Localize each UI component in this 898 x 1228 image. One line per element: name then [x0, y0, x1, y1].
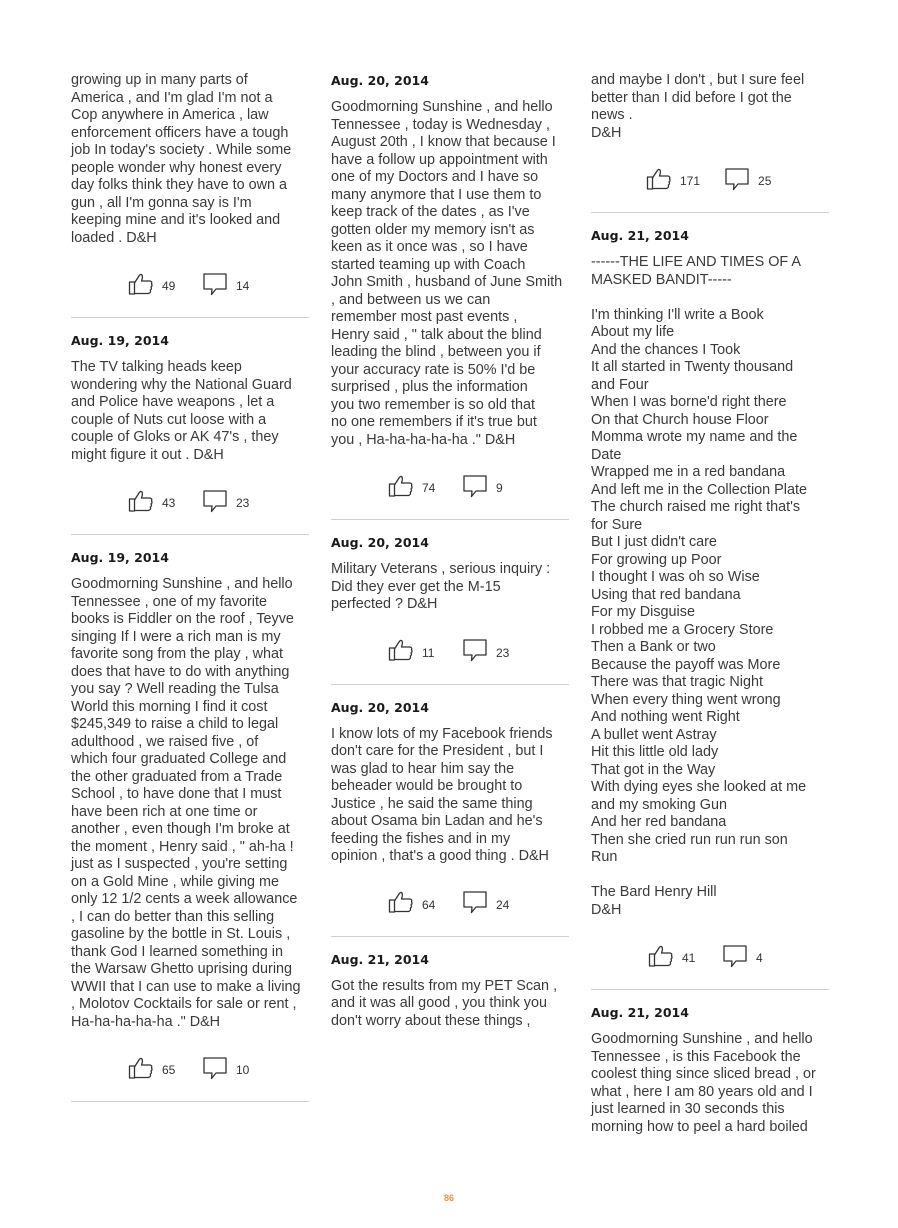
text-line: keen as it once was , so I have [331, 239, 528, 255]
text-line: Then she cried run run run son [591, 831, 788, 848]
text-line: Momma wrote my name and the [591, 429, 798, 445]
text-line: Tennessee , today is Wednesday , [331, 116, 550, 133]
text-line: couple of Gloks or AK 47's , they [71, 429, 279, 445]
like-button[interactable] [646, 167, 700, 196]
text-line: beheader would be brought to [331, 778, 523, 794]
text-line: The TV talking heads keep [71, 359, 242, 375]
text-line: and my smoking Gun [591, 796, 727, 813]
text-line: I robbed me a Grocery Store [591, 621, 774, 638]
like-button[interactable] [128, 489, 178, 518]
like-count: 65 [162, 1063, 176, 1077]
like-count: 171 [679, 174, 701, 188]
post-divider [71, 1101, 309, 1102]
post [591, 227, 829, 990]
text-line: singing If I were a rich man is my [71, 628, 281, 645]
like-button[interactable] [128, 272, 178, 301]
comment-icon[interactable] [462, 474, 488, 503]
text-line: which four graduated College and [71, 751, 287, 767]
text-line: I thought I was oh so Wise [591, 569, 760, 585]
comment-icon[interactable] [722, 944, 748, 973]
comment-button[interactable] [202, 1056, 252, 1085]
post-text [331, 561, 569, 614]
comment-button[interactable] [722, 944, 772, 973]
text-line: But I just didn't care [591, 534, 717, 550]
text-line: I know lots of my Facebook friends [331, 725, 553, 742]
text-line: When I was borne'd right there [591, 394, 787, 410]
like-button[interactable] [388, 890, 438, 919]
page-number: 86 [443, 1193, 454, 1203]
comment-count: 10 [236, 1063, 250, 1077]
thumbs-up-icon[interactable] [646, 167, 672, 196]
text-line: the Warsaw Ghetto uprising during [71, 961, 293, 977]
text-line: $245,349 to raise a child to legal [71, 716, 279, 732]
text-line: you two remember is so old that [331, 396, 535, 413]
post-text [331, 978, 569, 1031]
text-line: thank God I learned something in [71, 943, 283, 960]
like-count: 11 [422, 645, 435, 660]
comment-count: 14 [236, 279, 250, 293]
text-line: keep track of the dates , as I've [331, 204, 530, 220]
text-line: D&H [591, 901, 622, 918]
text-line: The church raised me right that's [591, 499, 801, 515]
post-date: Aug. 21, 2014 [331, 951, 429, 967]
post [331, 534, 569, 685]
text-line: Run [591, 849, 618, 865]
comment-button[interactable] [724, 167, 774, 196]
comment-icon[interactable] [202, 272, 228, 301]
post-stats [331, 476, 569, 500]
text-line: D&H [591, 124, 622, 141]
text-line: remember most past events , [331, 309, 518, 325]
comment-count: 23 [496, 645, 510, 660]
text-line: started teaming up with Coach [331, 256, 526, 273]
comment-icon[interactable] [462, 890, 488, 919]
post-date: Aug. 21, 2014 [591, 228, 689, 243]
post-text [591, 254, 829, 919]
text-line: and it was all good , you think you [331, 995, 547, 1011]
comment-count: 24 [496, 897, 510, 912]
text-line: surprised , plus the information [331, 379, 528, 395]
post-date: Aug. 19, 2014 [71, 550, 169, 565]
column-2 [331, 72, 569, 1030]
text-line: Wrapped me in a red bandana [591, 464, 786, 480]
post-stats [71, 1058, 309, 1082]
text-line: about Osama bin Ladan and he's [331, 813, 543, 829]
text-line: another , even though I'm broke at [71, 821, 290, 837]
text-line: books is Fiddler on the roof , Teyve [71, 611, 294, 627]
text-line: your accuracy rate is 50% I'd be [331, 361, 536, 378]
text-line: Tennessee , one of my favorite [71, 593, 267, 610]
post-stats [331, 893, 569, 917]
text-line: America , and I'm glad I'm not a [71, 89, 273, 106]
text-line: the moment , Henry said , " ah-ha ! [71, 838, 294, 855]
post-date: Aug. 20, 2014 [331, 73, 429, 88]
post-divider [71, 317, 309, 318]
text-line: was glad to hear him say the [331, 760, 515, 777]
post-date: Aug. 21, 2014 [591, 1005, 689, 1020]
like-button[interactable] [648, 944, 698, 973]
text-line: does that have to do with anything [71, 663, 290, 680]
text-line: job In today's society . While some [71, 142, 292, 158]
post-divider [71, 534, 309, 535]
comment-button[interactable] [202, 489, 252, 518]
text-line: have a follow up appointment with [331, 151, 548, 168]
text-line: you say ? Well reading the Tulsa [71, 681, 279, 697]
thumbs-up-icon[interactable] [128, 489, 154, 518]
text-line: gotten older my memory isn't as [331, 221, 535, 238]
text-line: There was that tragic Night [591, 674, 763, 690]
post [591, 1004, 829, 1136]
text-line: Goodmorning Sunshine , and hello [591, 1031, 813, 1047]
comment-icon[interactable] [202, 1056, 228, 1085]
text-line: no one remembers if it's true but [331, 414, 537, 430]
text-line: I'm thinking I'll write a Book [591, 306, 764, 323]
text-line: Henry said , " talk about the blind [331, 326, 542, 343]
text-line: A bullet went Astray [591, 726, 717, 743]
text-line: Tennessee , is this Facebook the [591, 1048, 801, 1065]
post-text [591, 1031, 829, 1136]
text-line: loaded . D&H [71, 229, 157, 246]
post-text [331, 726, 569, 866]
text-line: and Police have weapons , let a [71, 394, 275, 410]
thumbs-up-icon[interactable] [388, 890, 414, 919]
text-line: leading the blind , between you if [331, 344, 541, 360]
text-line: And the chances I Took [591, 341, 741, 358]
text-line: For growing up Poor [591, 551, 722, 568]
text-line: perfected ? D&H [331, 596, 438, 612]
text-line: don't worry about these things , [331, 1012, 531, 1029]
post-text [591, 72, 829, 142]
post [71, 549, 309, 1102]
text-line: gun , all I'm gonna say is I'm [71, 194, 252, 211]
text-line: coolest thing since sliced bread , or [591, 1066, 816, 1082]
post [331, 72, 569, 520]
like-count: 74 [422, 481, 436, 495]
post-divider [331, 936, 569, 937]
text-line: Goodmorning Sunshine , and hello [71, 576, 293, 592]
like-count: 41 [682, 951, 696, 965]
text-line: , Molotov Cocktails for sale or rent , [71, 996, 297, 1012]
comment-count: 9 [496, 481, 503, 495]
column-3 [591, 72, 829, 1136]
text-line [591, 289, 829, 307]
post-date: Aug. 20, 2014 [331, 699, 429, 715]
comment-count: 25 [758, 174, 772, 188]
text-line: Then a Bank or two [591, 639, 716, 655]
text-line: Using that red bandana [591, 586, 741, 603]
text-line: School , to have done that I must [71, 786, 282, 802]
text-line: just as I suspected , you're setting [71, 856, 288, 872]
text-line: August 20th , I know that because I [331, 134, 556, 150]
text-line: On that Church house Floor [591, 411, 769, 428]
text-line: many anymore that I use them to [331, 186, 542, 203]
text-line: ------THE LIFE AND TIMES OF A [591, 254, 802, 270]
text-line: It all started in Twenty thousand [591, 359, 794, 375]
text-line: only 12 1/2 cents a week allowance [71, 891, 298, 907]
text-line: World this morning I find it cost [71, 698, 268, 715]
text-line: what , here I am 80 years old and I [591, 1083, 813, 1100]
like-count: 64 [422, 897, 436, 912]
post-stats [71, 491, 309, 515]
text-line: , I can do better than this selling [71, 908, 275, 925]
text-line: don't care for the President , but I [331, 743, 544, 759]
text-line: news . [591, 107, 633, 123]
text-line: keeping mine and it's looked and [71, 212, 281, 228]
text-line: Did they ever get the M-15 [331, 578, 501, 595]
text-line: Goodmorning Sunshine , and hello [331, 99, 553, 115]
text-line: wondering why the National Guard [71, 376, 292, 393]
text-line [591, 867, 829, 885]
text-line: enforcement officers have a tough [71, 124, 289, 141]
post-date: Aug. 20, 2014 [331, 535, 429, 550]
post-text [331, 99, 569, 449]
text-line: Ha-ha-ha-ha-ha ." D&H [71, 1013, 221, 1030]
post-text [71, 359, 309, 464]
text-line: have been rich at one time or [71, 803, 258, 820]
comment-button[interactable] [202, 272, 252, 301]
thumbs-up-icon[interactable] [128, 1056, 154, 1085]
post [591, 72, 829, 213]
text-line: Military Veterans , serious inquiry : [331, 561, 551, 577]
text-line: one of my Doctors and I have so [331, 169, 539, 185]
like-button[interactable] [128, 1056, 178, 1085]
text-line: opinion , that's a good thing . D&H [331, 848, 549, 864]
comment-icon[interactable] [202, 489, 228, 518]
text-line: might figure it out . D&H [71, 446, 224, 463]
like-button[interactable] [388, 474, 438, 503]
column-1 [71, 72, 309, 1116]
text-line: And left me in the Collection Plate [591, 481, 807, 498]
post-stats [591, 169, 829, 193]
like-count: 43 [162, 496, 176, 510]
post [71, 72, 309, 318]
text-line: Justice , he said the same thing [331, 795, 533, 812]
text-line: When every thing went wrong [591, 691, 781, 708]
post-stats [71, 274, 309, 298]
post-date: Aug. 19, 2014 [71, 333, 169, 348]
post-stats [591, 946, 829, 970]
post [331, 951, 569, 1031]
text-line: and Four [591, 376, 649, 393]
text-line: And her red bandana [591, 814, 727, 830]
text-line: Because the payoff was More [591, 656, 781, 673]
text-line: day folks think they have to own a [71, 177, 287, 193]
text-line: That got in the Way [591, 761, 716, 778]
comment-icon[interactable] [462, 638, 488, 667]
text-line: And nothing went Right [591, 709, 740, 725]
text-line: For my Disguise [591, 604, 695, 620]
text-line: With dying eyes she looked at me [591, 779, 807, 795]
text-line: Date [591, 446, 622, 463]
text-line: growing up in many parts of [71, 72, 248, 88]
text-line: Hit this little old lady [591, 744, 719, 760]
post-divider [331, 519, 569, 520]
thumbs-up-icon[interactable] [388, 474, 414, 503]
text-line: morning how to peel a hard boiled [591, 1118, 808, 1135]
comment-button[interactable] [462, 890, 512, 919]
text-line: the other graduated from a Trade [71, 768, 283, 785]
post-divider [591, 989, 829, 990]
text-line: feeding the fishes and in my [331, 830, 511, 847]
post-text [71, 576, 309, 1031]
text-line: just learned in 30 seconds this [591, 1101, 785, 1117]
text-line: , and between us we can [331, 291, 491, 308]
text-line: gasoline by the bottle in St. Louis , [71, 926, 291, 942]
text-line: Got the results from my PET Scan , [331, 977, 558, 994]
post-divider [331, 684, 569, 685]
text-line: adulthood , we raised five , of [71, 733, 259, 750]
post [71, 332, 309, 535]
post-divider [591, 212, 829, 213]
text-line: Cop anywhere in America , law [71, 107, 269, 123]
comment-count: 4 [756, 951, 763, 965]
text-line: The Bard Henry Hill [591, 884, 717, 900]
post-text [71, 72, 309, 247]
comment-icon[interactable] [724, 167, 750, 196]
like-button[interactable] [388, 638, 438, 667]
thumbs-up-icon[interactable] [128, 272, 154, 301]
post [331, 699, 569, 937]
text-line: and maybe I don't , but I sure feel [591, 72, 805, 88]
text-line: couple of Nuts cut loose with a [71, 411, 267, 428]
text-line: you , Ha-ha-ha-ha-ha ." D&H [331, 431, 516, 448]
text-line: WWII that I can use to make a living [71, 978, 301, 995]
post-stats [331, 641, 569, 665]
text-line: MASKED BANDIT----- [591, 271, 732, 288]
text-line: people wonder why honest every [71, 159, 282, 176]
text-line: for Sure [591, 516, 643, 533]
comment-count: 23 [236, 496, 250, 510]
text-line: John Smith , husband of June Smith [331, 274, 563, 290]
text-line: better than I did before I got the [591, 89, 792, 106]
thumbs-up-icon[interactable] [648, 944, 674, 973]
comment-button[interactable] [462, 638, 512, 667]
like-count: 49 [162, 279, 176, 293]
comment-button[interactable] [462, 474, 512, 503]
text-line: favorite song from the play , what [71, 646, 283, 662]
thumbs-up-icon[interactable] [388, 638, 414, 667]
text-line: About my life [591, 324, 675, 340]
text-line: on a Gold Mine , while giving me [71, 873, 279, 890]
